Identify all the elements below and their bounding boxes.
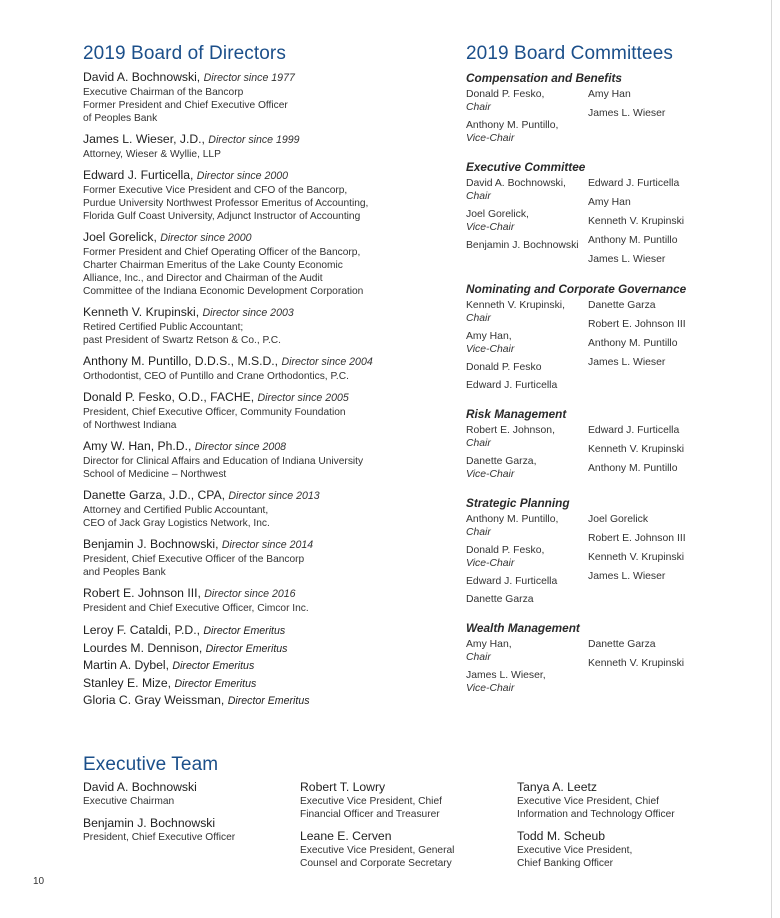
director-entry	[83, 70, 428, 125]
director-name-line	[83, 230, 428, 246]
committee-member	[466, 669, 588, 695]
director-description-line: Retired Certified Public Accountant;	[83, 322, 244, 333]
executive-title-line: Counsel and Corporate Secretary	[300, 858, 452, 869]
committee-member: Kenneth V. Krupinski	[588, 658, 685, 669]
committee-title: Risk Management	[466, 407, 567, 421]
executive-title-line: Executive Vice President, Chief	[517, 796, 659, 807]
committee-officers-column	[466, 177, 588, 272]
committee-member-role: Vice-Chair	[466, 683, 515, 694]
committee-block	[466, 71, 766, 150]
committee-title: Strategic Planning	[466, 496, 570, 510]
committee-member	[466, 544, 588, 570]
committee-members	[466, 513, 766, 611]
committee-member-role: Chair	[466, 313, 491, 324]
director-description-line: President, Chief Executive Officer of the Bancorp	[83, 554, 305, 565]
committee-officers-column	[466, 299, 588, 397]
director-entry	[83, 439, 428, 481]
committee-member-name: Robert E. Johnson,	[466, 425, 555, 436]
committee-members-column	[588, 638, 710, 700]
committee-member: Anthony M. Puntillo	[588, 235, 678, 246]
director-emeritus-name: Gloria C. Gray Weissman,	[83, 693, 225, 707]
director-emeritus-label: Director Emeritus	[172, 660, 255, 672]
executive-team-heading: Executive Team	[83, 754, 219, 775]
committee-member: Edward J. Furticella	[588, 425, 680, 436]
director-name: Joel Gorelick,	[83, 230, 157, 244]
committee-members	[466, 424, 766, 486]
director-since: Director since 1999	[208, 134, 300, 146]
directors-list	[83, 70, 428, 710]
committee-members-column	[588, 177, 710, 272]
executive-name: Leane E. Cerven	[300, 829, 392, 843]
committee-member	[466, 299, 588, 325]
executive-entry	[83, 816, 293, 844]
director-entry	[83, 586, 428, 615]
committee-member	[466, 330, 588, 356]
director-name: David A. Bochnowski,	[83, 70, 201, 84]
committee-member	[466, 177, 588, 203]
director-entry	[83, 537, 428, 579]
executive-column-3	[517, 780, 727, 878]
committee-member-role: Vice-Chair	[466, 133, 515, 144]
director-entry	[83, 488, 428, 530]
executive-entry	[83, 780, 293, 808]
committee-member-name: Amy Han,	[466, 331, 512, 342]
director-emeritus-name: Lourdes M. Dennison,	[83, 640, 203, 655]
committee-member: Anthony M. Puntillo	[588, 463, 678, 474]
executive-title-line: Executive Vice President, General	[300, 845, 455, 856]
committee-member: James L. Wieser	[588, 357, 666, 368]
committee-member-role: Vice-Chair	[466, 344, 515, 355]
director-description-line: Alliance, Inc., and Director and Chairman of the Audit	[83, 273, 323, 284]
executive-title-line: President, Chief Executive Officer	[83, 832, 236, 843]
executive-column-2	[300, 780, 510, 878]
committee-member-name: Joel Gorelick,	[466, 209, 529, 220]
committee-members	[466, 299, 766, 397]
director-description-line: past President of Swartz Retson & Co., P.C.	[83, 335, 281, 346]
committee-member	[466, 361, 588, 374]
committee-members	[466, 88, 766, 150]
committee-member-role: Vice-Chair	[466, 558, 515, 569]
committee-member-role: Vice-Chair	[466, 469, 515, 480]
director-since: Director since 2016	[204, 588, 296, 600]
executive-title-line: Executive Vice President, Chief	[300, 796, 442, 807]
director-name-line	[83, 70, 428, 86]
committee-member	[466, 88, 588, 114]
committee-member-role: Chair	[466, 527, 491, 538]
director-name: Kenneth V. Krupinski,	[83, 305, 200, 319]
committee-member	[466, 455, 588, 481]
committee-member-role: Chair	[466, 191, 491, 202]
committee-member-name: Donald P. Fesko	[466, 362, 542, 373]
executive-column-1	[83, 780, 293, 852]
committee-member	[466, 239, 588, 252]
director-since: Director since 2005	[257, 392, 349, 404]
director-emeritus-entry	[83, 692, 428, 710]
director-name: Robert E. Johnson III,	[83, 586, 201, 600]
director-emeritus-entry	[83, 640, 428, 658]
director-entry	[83, 390, 428, 432]
director-description-line: of Peoples Bank	[83, 113, 158, 124]
committee-member-name: Benjamin J. Bochnowski	[466, 240, 579, 251]
page-number: 10	[33, 876, 45, 887]
director-name-line	[83, 168, 428, 184]
director-name: James L. Wieser, J.D.,	[83, 132, 205, 146]
director-description-line: School of Medicine – Northwest	[83, 469, 227, 480]
executive-title-line: Chief Banking Officer	[517, 858, 614, 869]
board-committees-heading: 2019 Board Committees	[466, 43, 673, 64]
director-since: Director since 2004	[281, 356, 373, 368]
committee-member-name: Anthony M. Puntillo,	[466, 120, 559, 131]
director-description-line: of Northwest Indiana	[83, 420, 177, 431]
committee-member: Kenneth V. Krupinski	[588, 444, 685, 455]
director-emeritus-entry	[83, 657, 428, 675]
committee-member: James L. Wieser	[588, 108, 666, 119]
executive-name: Robert T. Lowry	[300, 780, 386, 794]
director-since: Director since 2013	[228, 490, 320, 502]
executive-name: Tanya A. Leetz	[517, 780, 597, 794]
committee-block	[466, 160, 766, 272]
executive-name: Todd M. Scheub	[517, 829, 606, 843]
committee-member: Danette Garza	[588, 639, 656, 650]
committee-member	[466, 119, 588, 145]
committee-member	[466, 379, 588, 392]
committee-member: Amy Han	[588, 89, 631, 100]
committee-members-column	[588, 299, 710, 397]
committee-member-name: Kenneth V. Krupinski,	[466, 300, 565, 311]
committee-member-role: Vice-Chair	[466, 222, 515, 233]
committee-member-name: Danette Garza,	[466, 456, 537, 467]
executive-entry	[517, 780, 727, 821]
executive-entry	[517, 829, 727, 870]
director-description-line: Former Executive Vice President and CFO of the Bancorp,	[83, 185, 348, 196]
committee-title: Executive Committee	[466, 160, 586, 174]
committee-member	[466, 593, 588, 606]
committee-member-name: Edward J. Furticella	[466, 380, 558, 391]
director-emeritus-name: Leroy F. Cataldi, P.D.,	[83, 623, 200, 637]
director-description-line: Attorney, Wieser & Wyllie, LLP	[83, 149, 221, 160]
committee-member-name: Donald P. Fesko,	[466, 89, 545, 100]
committee-member	[466, 513, 588, 539]
committee-officers-column	[466, 638, 588, 700]
committee-member: James L. Wieser	[588, 571, 666, 582]
executive-entry	[300, 780, 510, 821]
director-emeritus-label: Director Emeritus	[227, 695, 310, 707]
director-since: Director since 2003	[202, 307, 294, 319]
committee-block	[466, 282, 766, 397]
page-edge-rule	[771, 0, 772, 918]
director-emeritus-entry	[83, 622, 428, 640]
director-name-line	[83, 439, 428, 455]
director-description-line: Charter Chairman Emeritus of the Lake County Economic	[83, 260, 343, 271]
director-emeritus-label: Director Emeritus	[174, 677, 257, 690]
director-name-line	[83, 132, 428, 148]
committee-title: Nominating and Corporate Governance	[466, 282, 687, 296]
committee-members-column	[588, 88, 710, 150]
committee-member: Anthony M. Puntillo	[588, 338, 678, 349]
committee-member: Kenneth V. Krupinski	[588, 216, 685, 227]
committee-member-role: Chair	[466, 652, 491, 663]
committee-member-name: Danette Garza	[466, 594, 534, 605]
committee-members	[466, 177, 766, 272]
executive-title-line: Executive Vice President,	[517, 845, 633, 856]
director-name: Anthony M. Puntillo, D.D.S., M.S.D.,	[83, 354, 279, 368]
director-since: Director since 2000	[160, 232, 252, 244]
committee-block	[466, 496, 766, 611]
committee-member-name: Edward J. Furticella	[466, 576, 558, 587]
director-name: Edward J. Furticella,	[83, 168, 194, 182]
committee-title: Compensation and Benefits	[466, 71, 622, 85]
director-emeritus-label: Director Emeritus	[205, 642, 288, 655]
committee-title: Wealth Management	[466, 621, 580, 635]
director-description-line: Director for Clinical Affairs and Education of Indiana University	[83, 456, 364, 467]
committee-member-role: Chair	[466, 102, 491, 113]
director-description-line: and Peoples Bank	[83, 567, 166, 578]
director-description-line: Florida Gulf Coast University, Adjunct Instructor of Accounting	[83, 211, 361, 222]
director-entry	[83, 230, 428, 298]
committee-member: Edward J. Furticella	[588, 178, 680, 189]
director-description-line: CEO of Jack Gray Logistics Network, Inc.	[83, 518, 270, 529]
director-since: Director since 2008	[194, 441, 287, 453]
director-since: Director since 1977	[203, 72, 295, 84]
committee-member: Kenneth V. Krupinski	[588, 552, 685, 563]
committee-member	[466, 208, 588, 234]
director-description-line: Attorney and Certified Public Accountant,	[83, 505, 269, 516]
committee-block	[466, 407, 766, 486]
committee-member: Danette Garza	[588, 300, 656, 311]
executive-title-line: Information and Technology Officer	[517, 809, 675, 820]
director-description-line: Former President and Chief Executive Officer	[83, 100, 288, 111]
committee-officers-column	[466, 424, 588, 486]
director-name-line	[83, 586, 428, 602]
committee-member	[466, 638, 588, 664]
committee-members	[466, 638, 766, 700]
committees-list	[466, 71, 766, 710]
board-of-directors-heading: 2019 Board of Directors	[83, 43, 286, 64]
committee-member-name: David A. Bochnowski,	[466, 178, 566, 189]
executive-name: Benjamin J. Bochnowski	[83, 816, 216, 830]
committee-member-name: James L. Wieser,	[466, 670, 546, 681]
director-description-line: Orthodontist, CEO of Puntillo and Crane Orthodontics, P.C.	[83, 371, 349, 382]
director-emeritus-name: Stanley E. Mize,	[83, 675, 172, 690]
executive-entry	[300, 829, 510, 870]
director-entry	[83, 168, 428, 223]
director-emeritus-label: Director Emeritus	[203, 625, 286, 637]
director-emeritus-entry	[83, 675, 428, 693]
director-since: Director since 2000	[196, 170, 289, 182]
director-name-line	[83, 390, 428, 406]
committee-officers-column	[466, 513, 588, 611]
director-emeritus-name: Martin A. Dybel,	[83, 658, 170, 672]
director-description-line: President and Chief Executive Officer, Cimcor Inc.	[83, 603, 309, 614]
director-description-line: President, Chief Executive Officer, Community Foundation	[83, 407, 346, 418]
director-name: Amy W. Han, Ph.D.,	[83, 439, 192, 453]
committee-member-name: Anthony M. Puntillo,	[466, 514, 559, 525]
committee-member: Amy Han	[588, 197, 631, 208]
director-name-line	[83, 488, 428, 504]
director-description-line: Former President and Chief Operating Officer of the Bancorp,	[83, 247, 361, 258]
committee-members-column	[588, 424, 710, 486]
committee-member: Robert E. Johnson III	[588, 319, 686, 330]
committee-member-name: Donald P. Fesko,	[466, 545, 545, 556]
director-entry	[83, 305, 428, 347]
director-entry	[83, 354, 428, 383]
executive-name: David A. Bochnowski	[83, 780, 197, 794]
director-since: Director since 2014	[221, 539, 314, 551]
committee-member: Robert E. Johnson III	[588, 533, 686, 544]
director-name: Donald P. Fesko, O.D., FACHE,	[83, 390, 255, 404]
committee-officers-column	[466, 88, 588, 150]
director-description-line: Executive Chairman of the Bancorp	[83, 87, 244, 98]
committee-member: James L. Wieser	[588, 254, 666, 265]
director-entry	[83, 132, 428, 161]
committee-member	[466, 575, 588, 588]
director-name-line	[83, 537, 428, 553]
committee-member-role: Chair	[466, 438, 491, 449]
committee-block	[466, 621, 766, 700]
executive-title-line: Financial Officer and Treasurer	[300, 809, 440, 820]
committee-member	[466, 424, 588, 450]
executive-title-line: Executive Chairman	[83, 796, 175, 807]
committee-member: Joel Gorelick	[588, 514, 649, 525]
committee-members-column	[588, 513, 710, 611]
committee-member-name: Amy Han,	[466, 639, 512, 650]
director-name-line	[83, 305, 428, 321]
director-description-line: Purdue University Northwest Professor Emeritus of Accounting,	[83, 198, 369, 209]
director-name-line	[83, 354, 428, 370]
director-name: Benjamin J. Bochnowski,	[83, 537, 219, 551]
director-name: Danette Garza, J.D., CPA,	[83, 488, 226, 502]
director-description-line: Committee of the Indiana Economic Development Corporation	[83, 286, 364, 297]
